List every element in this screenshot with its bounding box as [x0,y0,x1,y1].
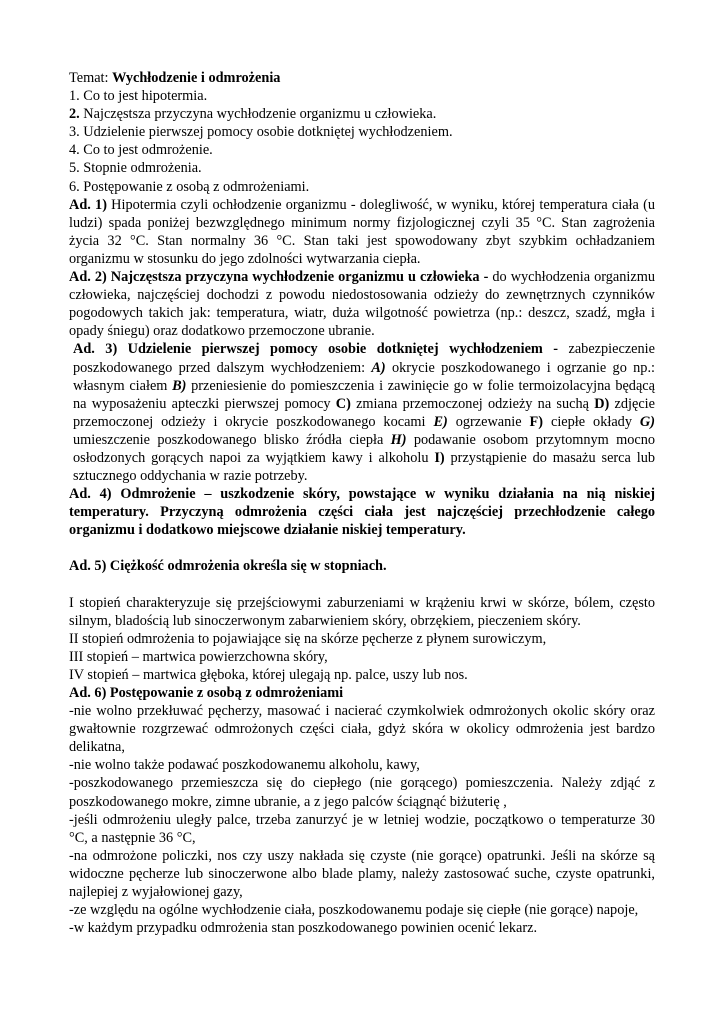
ad3-marker-c: C) [335,395,351,412]
procedure-item-2: -nie wolno także podawać poszkodowanemu alkoholu, kawy, [69,757,420,774]
procedure-item-5: -na odmrożone policzki, nos czy uszy nakłada się czyste (nie gorące) opatrunki. Jeśli na skórze są widoczne pęcherze lub sinoczerwone albo blade plamy, należy zastosować suche, czyste opatrunki, najlepiej z wyjałowionej gazy, [69,847,655,901]
outline-item-2-number: 2. [69,106,80,123]
topic-line [69,69,655,87]
ad4-text: Ad. 4) Odmrożenie – uszkodzenie skóry, powstające w wyniku działania na nią niskiej temperatury. Przyczyną odmrożenia części ciała jest najczęściej przechłodzenie całego organizmu i dodatkowo miejscowe działanie niskiej temperatury. [69,486,655,539]
outline-item-6: 6. Postępowanie z osobą z odmrożeniami. [69,178,310,195]
outline-item-4: 4. Co to jest odmrożenie. [69,142,213,159]
ad2-label: Ad. 2) Najczęstsza przyczyna wychłodzenie organizmu u człowieka - [69,269,489,286]
procedure-item-4: -jeśli odmrożeniu uległy palce, trzeba zanurzyć je w letniej wodzie, początkowo o temperaturze 30 °C, a następnie 36 °C, [69,811,655,846]
procedure-item-1: -nie wolno przekłuwać pęcherzy, masować i nacierać czymkolwiek odmrożonych okolic skóry oraz gwałtownie rozgrzewać odmrożonych części ciała, gdyż skóra w okolicy odmrożenia jest bardzo delikatna, [69,703,655,756]
ad3-text-10: przystąpienie do masażu serca lub sztucznego oddychania w razie potrzeby. [73,449,656,485]
ad3-text-6: ogrzewanie [447,413,530,430]
topic-title: Wychłodzenie i odmrożenia [112,70,281,86]
ad1-label: Ad. 1) [69,196,107,213]
ad3-marker-e: E) [433,413,448,430]
ad3-text-7: ciepłe okłady [543,413,640,430]
outline-item-5: 5. Stopnie odmrożenia. [69,160,202,177]
ad3-marker-i: I) [434,449,445,466]
ad5-heading-text: Ad. 5) Ciężkość odmrożenia określa się w stopniach. [69,558,387,575]
ad3-marker-a: A) [371,359,386,376]
ad2-text: do wychłodzenia organizmu człowieka, najczęściej dochodzi z powodu niedostosowania odzieży do zewnętrznych czynników pogodowych takich jak: temperatura, wiatr, duża wilgotność powietrza (np.: deszcz, szadź, mgła i opady śniegu) oraz dodatkowo przemoczone ubranie. [69,269,655,340]
ad3-text-8: umieszczenie poszkodowanego blisko źródła ciepła [73,431,391,448]
degree-4: IV stopień – martwica głęboka, której ulegają np. palce, uszy lub nos. [69,666,468,683]
ad3-text-1: zabezpieczenie poszkodowanego przed dalszym wychłodzeniem: [73,341,655,376]
ad1-text: Hipotermia czyli ochłodzenie organizmu - dolegliwość, w wyniku, której temperatura ciała (u ludzi) spada poniżej bezwzględnego minimum normy fizjologicznej czyli 35 °C. Stan zagrożenia życia 32 °C. Stan normalny 36 °C. Stan taki jest spowodowany zbyt szybkim ochładzaniem organizmu w stosunku do jego zdolności wytwarzania ciepła. [69,196,655,267]
document-body [69,69,655,937]
outline-item-1: 1. Co to jest hipotermia. [69,88,208,105]
degree-2: II stopień odmrożenia to pojawiające się na skórze pęcherze z płynem surowiczym, [69,630,547,647]
ad3-text-3: przeniesienie do pomieszczenia i zawinięcie go w folie termoizolacyjna będącą na wyposażeniu apteczki pierwszej pomocy [73,377,655,412]
ad3-text-5: zdjęcie przemoczonej odzieży i okrycie poszkodowanego kocami [73,395,655,430]
procedure-item-6: -ze względu na ogólne wychłodzenie ciała, poszkodowanemu podaje się ciepłe (nie gorące) napoje, [69,902,639,919]
ad3-marker-g: G) [639,413,656,430]
procedure-item-7: -w każdym przypadku odmrożenia stan poszkodowanego powinien ocenić lekarz. [69,920,538,937]
section-ad2 [69,268,655,340]
degree-3: III stopień – martwica powierzchowna skóry, [69,648,328,665]
ad3-text-2: okrycie poszkodowanego i ogrzanie go np.: własnym ciałem [73,359,655,394]
spacer [69,576,655,594]
topic-prefix: Temat: [69,70,113,86]
outline-item-2 [69,105,655,123]
ad3-text-9: podawanie osobom przytomnym mocno osłodzonych gorących napoi za wyjątkiem kawy i alkoholu [73,431,655,466]
section-ad3 [69,340,655,485]
spacer [69,539,655,557]
ad3-marker-b: B) [172,377,187,394]
ad3-marker-f: F) [529,413,544,430]
ad3-marker-d: D) [594,395,610,412]
ad6-heading-text: Ad. 6) Postępowanie z osobą z odmrożeniami [69,685,344,701]
outline-item-3: 3. Udzielenie pierwszej pomocy osobie dotkniętej wychłodzeniem. [69,124,453,141]
section-ad1 [69,196,655,268]
outline-item-2-text: Najczęstsza przyczyna wychłodzenie organizmu u człowieka. [79,106,437,123]
ad3-label: Ad. 3) Udzielenie pierwszej pomocy osobie dotkniętej wychłodzeniem - [73,341,559,358]
degree-1: I stopień charakteryzuje się przejściowymi zaburzeniami w krążeniu krwi w skórze, bólem, często silnym, bladością lub sinoczerwonym zabarwieniem skóry, obrzękiem, pieczeniem skóry. [69,594,655,629]
ad3-marker-h: H) [390,431,407,448]
procedure-item-3: -poszkodowanego przemieszcza się do ciepłego (nie gorącego) pomieszczenia. Należy zdjąć z poszkodowanego mokre, zimne ubranie, a z jego palców ściągnąć biżuterię , [69,775,655,810]
section-ad4 [69,485,655,539]
section-ad6-heading [69,684,655,702]
section-ad5-heading [69,557,655,575]
ad3-text-4: zmiana przemoczonej odzieży na suchą [350,395,595,412]
